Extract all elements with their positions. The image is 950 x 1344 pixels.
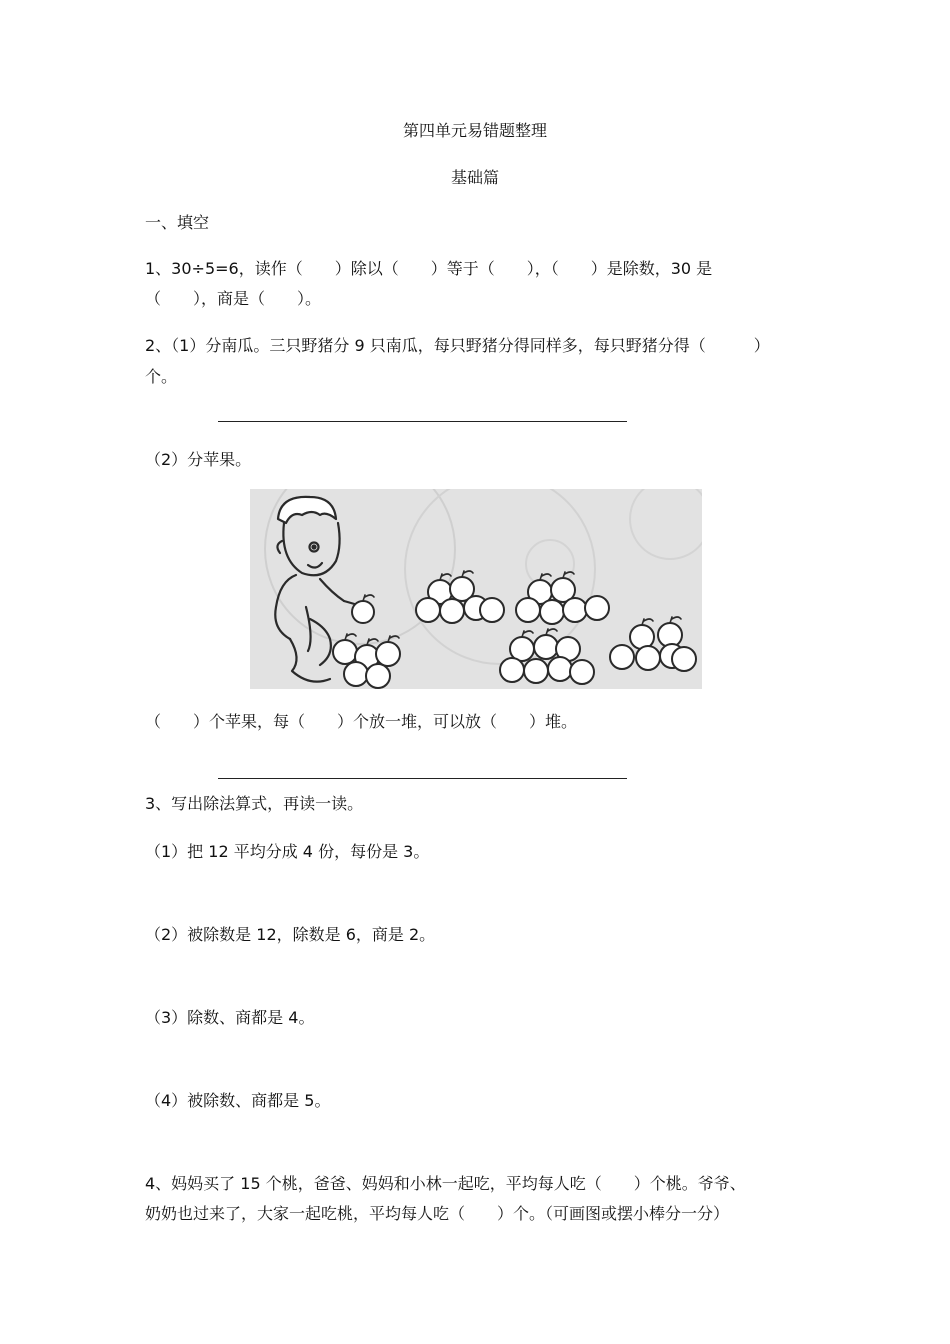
apple-question-blank: （ ）个苹果，每（ ）个放一堆，可以放（ ）堆。 [145, 712, 578, 731]
answer-line[interactable] [218, 421, 627, 422]
question-1-line-2: （ ），商是（ ）。 [145, 289, 322, 308]
question-2-part-2: （2）分苹果。 [145, 450, 252, 469]
question-3-item-2: （2）被除数是 12，除数是 6，商是 2。 [145, 925, 436, 944]
boy-dividing-apples-illustration [250, 489, 702, 689]
page-title: 第四单元易错题整理 [402, 121, 547, 140]
question-3-item-3: （3）除数、商都是 4。 [145, 1008, 315, 1027]
question-4-line-2: 奶奶也过来了，大家一起吃桃，平均每人吃（ ）个。（可画图或摆小棒分一分） [145, 1204, 730, 1223]
question-3-title: 3、写出除法算式，再读一读。 [145, 794, 364, 813]
question-4-line-1: 4、妈妈买了 15 个桃，爸爸、妈妈和小林一起吃，平均每人吃（ ）个桃。爷爷、 [145, 1174, 746, 1193]
answer-line[interactable] [218, 778, 627, 779]
question-3-item-1: （1）把 12 平均分成 4 份，每份是 3。 [145, 842, 430, 861]
page-subtitle: 基础篇 [450, 168, 499, 187]
question-2-line-1: 2、（1）分南瓜。三只野猪分 9 只南瓜，每只野猪分得同样多，每只野猪分得（ ） [145, 336, 770, 355]
section-heading-fill-blank: 一、填空 [145, 213, 210, 232]
question-3-item-4: （4）被除数、商都是 5。 [145, 1091, 331, 1110]
question-2-line-2: 个。 [145, 367, 178, 386]
question-1-line-1: 1、30÷5=6，读作（ ）除以（ ）等于（ ），（ ）是除数，30 是 [145, 259, 713, 278]
